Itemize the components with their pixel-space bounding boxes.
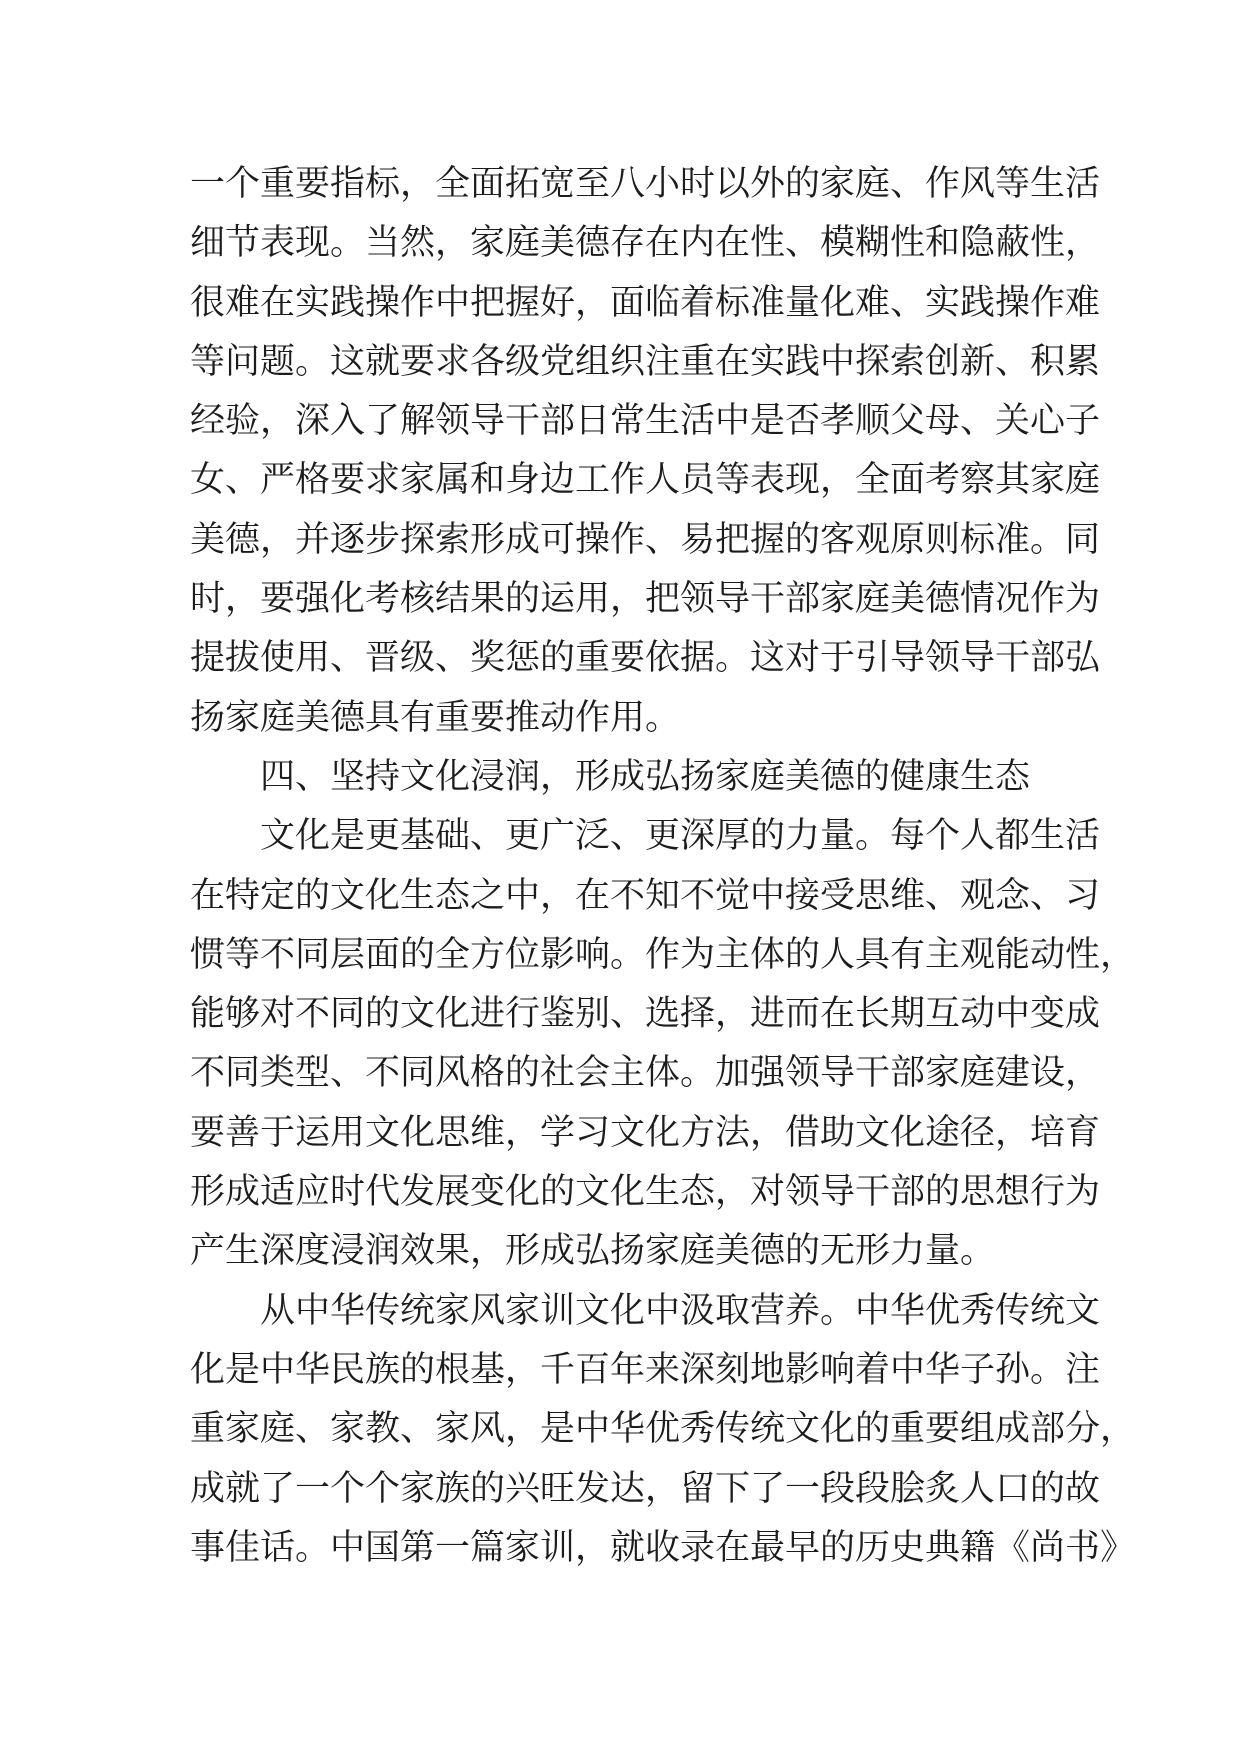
text-line: 细节表现。当然，家庭美德存在内在性、模糊性和隐蔽性，	[190, 223, 1101, 264]
text-line: 经验，深入了解领导干部日常生活中是否孝顺父母、关心子	[190, 401, 1101, 442]
paragraph-first-line: 文化是更基础、更广泛、更深厚的力量。每个人都生活	[260, 816, 1101, 857]
text-line: 重家庭、家教、家风，是中华优秀传统文化的重要组成部分，	[190, 1409, 1136, 1450]
text-line: 等问题。这就要求各级党组织注重在实践中探索创新、积累	[190, 341, 1101, 382]
text-line: 很难在实践操作中把握好，面临着标准量化难、实践操作难	[190, 282, 1101, 323]
paragraph-first-line: 从中华传统家风家训文化中汲取营养。中华优秀传统文	[260, 1290, 1101, 1331]
text-line: 不同类型、不同风格的社会主体。加强领导干部家庭建设，	[190, 1053, 1101, 1094]
text-line: 扬家庭美德具有重要推动作用。	[190, 697, 681, 738]
text-line: 一个重要指标，全面拓宽至八小时以外的家庭、作风等生活	[190, 164, 1101, 204]
section-heading: 四、坚持文化浸润，形成弘扬家庭美德的健康生态	[260, 756, 1031, 797]
text-line: 美德，并逐步探索形成可操作、易把握的客观原则标准。同	[190, 519, 1101, 560]
text-line: 时，要强化考核结果的运用，把领导干部家庭美德情况作为	[190, 579, 1101, 620]
text-line: 形成适应时代发展变化的文化生态，对领导干部的思想行为	[190, 1172, 1101, 1213]
text-line: 女、严格要求家属和身边工作人员等表现，全面考察其家庭	[190, 460, 1101, 501]
body-text	[190, 155, 1136, 1578]
text-line: 产生深度浸润效果，形成弘扬家庭美德的无形力量。	[190, 1231, 996, 1272]
text-line: 在特定的文化生态之中，在不知不觉中接受思维、观念、习	[190, 875, 1101, 916]
text-line: 能够对不同的文化进行鉴别、选择，进而在长期互动中变成	[190, 994, 1101, 1035]
text-line: 惯等不同层面的全方位影响。作为主体的人具有主观能动性，	[190, 934, 1136, 975]
text-line: 提拔使用、晋级、奖惩的重要依据。这对于引导领导干部弘	[190, 638, 1101, 679]
text-line: 要善于运用文化思维，学习文化方法，借助文化途径，培育	[190, 1112, 1101, 1153]
text-line: 化是中华民族的根基，千百年来深刻地影响着中华子孙。注	[190, 1349, 1101, 1390]
text-line: 事佳话。中国第一篇家训，就收录在最早的历史典籍《尚书》	[190, 1527, 1136, 1568]
text-line: 成就了一个个家族的兴旺发达，留下了一段段脍炙人口的故	[190, 1468, 1101, 1509]
